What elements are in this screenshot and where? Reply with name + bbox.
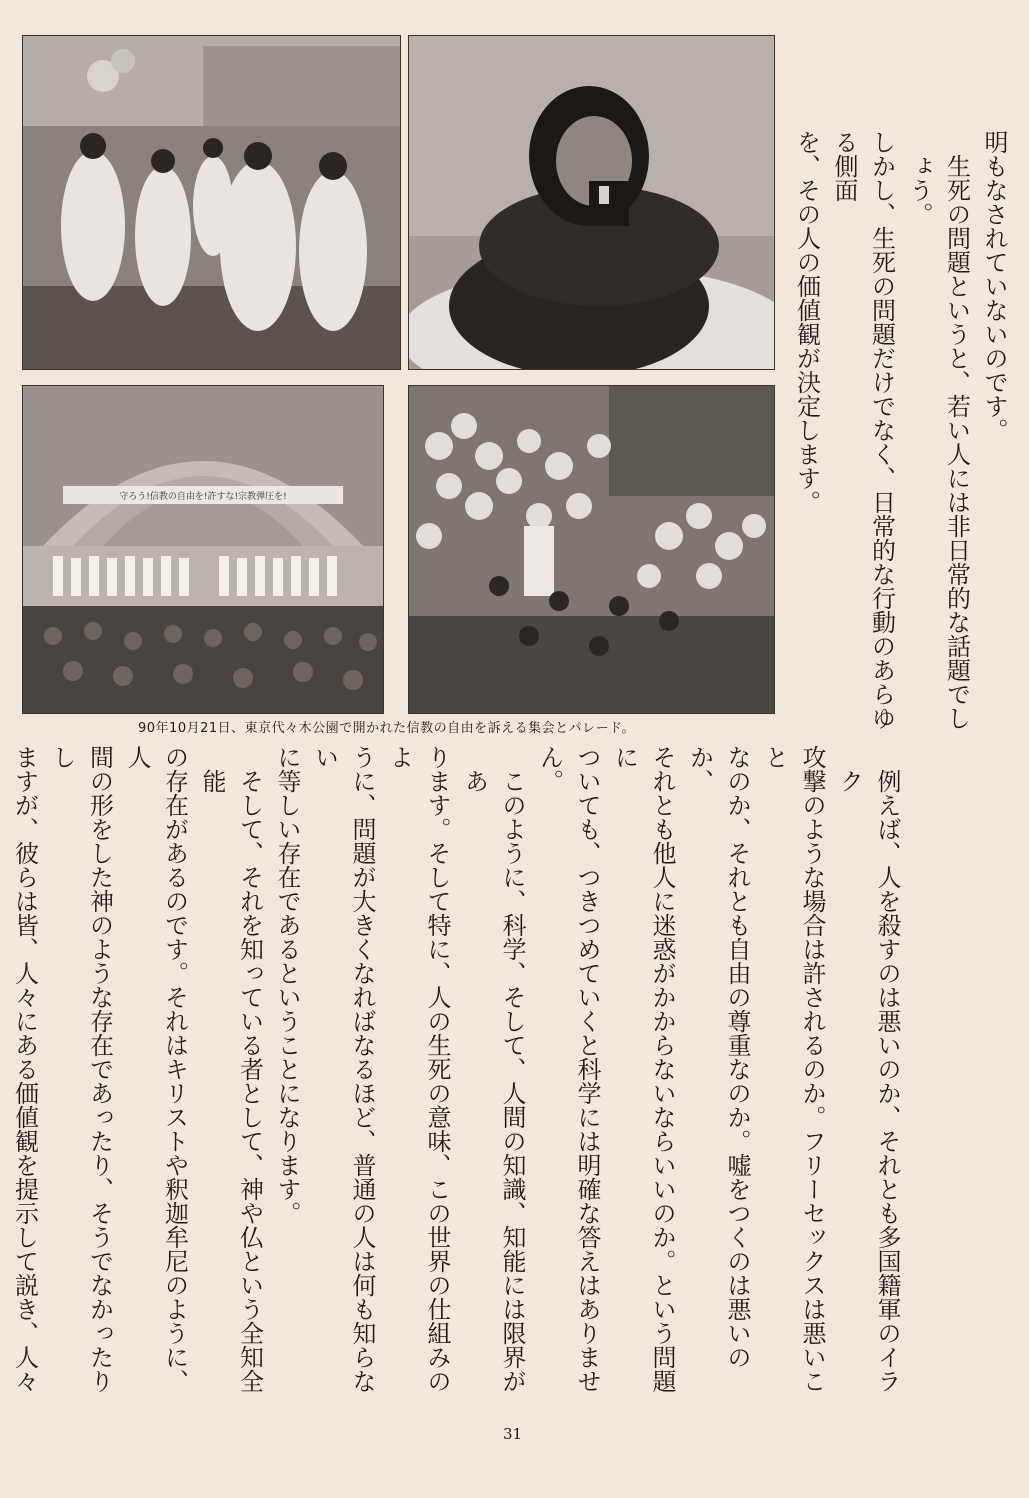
- text-column: 明もなされていないのです。: [980, 130, 1008, 442]
- text-column: 間の形をした神のような存在であったり、そうでなかったりし: [48, 745, 114, 1393]
- text-column: それとも他人に迷惑がかからないならいいのか。という問題に: [610, 745, 676, 1393]
- page-number: 31: [503, 1425, 523, 1443]
- text-column: ります。そして特に、人の生死の意味、この世界の仕組みのよ: [385, 745, 451, 1393]
- text-column: の存在があるのです。それはキリストや釈迦牟尼のように、人: [123, 745, 189, 1393]
- parade-photo: [22, 35, 401, 370]
- text-column: 攻撃のような場合は許されるのか。フリーセックスは悪いこと: [760, 745, 826, 1393]
- text-column: このように、科学、そして、人間の知識、知能には限界があ: [460, 769, 526, 1393]
- upper-text-block: [712, 130, 1012, 730]
- text-column: しかし、生死の問題だけでなく、日常的な行動のあらゆる側面: [830, 130, 896, 730]
- text-column: ついても、つきつめていくと科学には明確な答えはありません。: [535, 745, 601, 1393]
- lower-text-block: [10, 745, 905, 1395]
- text-column: 生死の問題というと、若い人には非日常的な話題でしょう。: [905, 154, 971, 730]
- text-column: なのか、それとも自由の尊重なのか。嘘をつくのは悪いのか、: [685, 745, 751, 1369]
- text-column: を、その人の価値観が決定します。: [792, 130, 821, 514]
- stage-photo: [22, 385, 384, 714]
- photo-caption: 90年10月21日、東京代々木公園で開かれた信教の自由を訴える集会とパレード。: [138, 721, 635, 736]
- stage-banner-text: 守ろう!信教の自由を!許すな!宗教弾圧を!: [119, 492, 287, 502]
- text-column: そして、それを知っている者として、神や仏という全知全能: [198, 769, 264, 1393]
- text-column: ますが、彼らは皆、人々にある価値観を提示して説き、人々: [10, 745, 39, 1393]
- text-column: に等しい存在であるということになります。: [273, 745, 301, 1225]
- text-column: 例えば、人を殺すのは悪いのか、それとも多国籍軍のイラク: [835, 769, 901, 1393]
- text-column: うに、問題が大きくなればなるほど、普通の人は何も知らない: [310, 745, 376, 1393]
